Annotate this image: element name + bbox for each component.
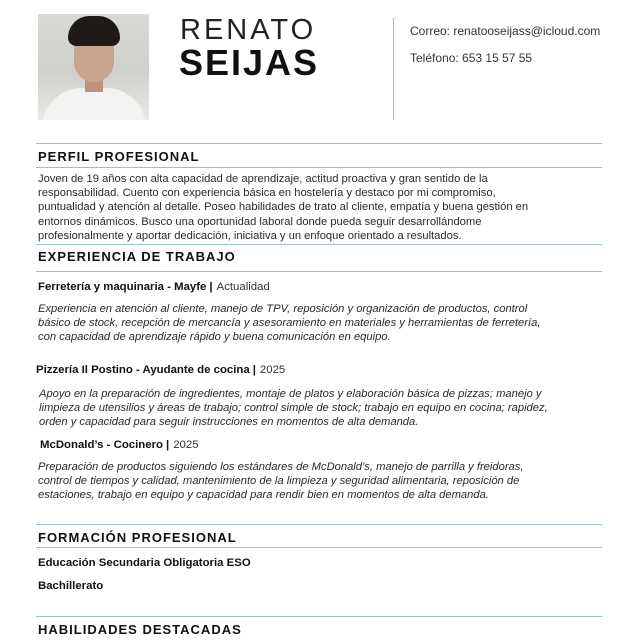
job-heading: Ferretería y maquinaria - Mayfe | Actualidad <box>38 281 270 293</box>
job-description: Experiencia en atención al cliente, manejo de TPV, reposición y organización de productos, control básico de stock, recepción de mercancía y asesoramiento en materiales y herramientas de ferretería, con capacidad de aprendizaje rápido y buena comunicación en equipo. <box>38 303 541 344</box>
section-divider <box>36 167 602 168</box>
first-name: RENATO <box>180 14 317 46</box>
section-divider <box>36 547 602 548</box>
contact-phone: Teléfono: 653 15 57 55 <box>410 51 533 65</box>
section-divider <box>36 271 602 272</box>
section-divider <box>36 244 602 245</box>
job-description: Apoyo en la preparación de ingredientes, montaje de platos y elaboración básica de pizzas; manejo y limpieza de utensilios y áreas de trabajo; control simple de stock; trabajo en equipo en cocina; rapidez, orden y capacidad para seguir instrucciones en momentos de alta demanda. <box>39 388 548 429</box>
section-title-skills: HABILIDADES DESTACADAS <box>38 622 242 637</box>
job-period: Actualidad <box>216 281 270 293</box>
job-role: Ferretería y maquinaria - Mayfe <box>38 281 207 293</box>
header-divider <box>393 18 394 120</box>
section-divider <box>36 616 602 617</box>
contact-email: Correo: renatooseijass@icloud.com <box>410 24 601 38</box>
section-divider <box>36 524 602 525</box>
job-role: Pizzería Il Postino - Ayudante de cocina <box>36 364 250 376</box>
education-item: Educación Secundaria Obligatoria ESO <box>38 557 251 569</box>
profile-photo <box>38 14 149 120</box>
section-title-profile: PERFIL PROFESIONAL <box>38 149 200 164</box>
section-title-experience: EXPERIENCIA DE TRABAJO <box>38 249 236 264</box>
section-divider <box>36 143 602 144</box>
job-description: Preparación de productos siguiendo los estándares de McDonald’s, manejo de parrilla y freidoras, control de tiempos y calidad, mantenimiento de la limpieza y seguridad alimentaria, reposición de estaciones, trabajo en equipo y capacidad para rendir bien en momentos de alta demanda. <box>38 461 524 502</box>
education-item: Bachillerato <box>38 580 104 592</box>
job-role: McDonald’s - Cocinero <box>40 439 163 451</box>
job-heading: Pizzería Il Postino - Ayudante de cocina | 2025 <box>36 364 286 376</box>
last-name: SEIJAS <box>179 42 320 83</box>
job-heading: McDonald’s - Cocinero | 2025 <box>40 439 199 451</box>
job-period: 2025 <box>173 439 199 451</box>
profile-summary: Joven de 19 años con alta capacidad de aprendizaje, actitud proactiva y gran sentido de la responsabilidad. Cuento con experiencia básica en hostelería y destaco por mi compromiso, puntualidad y atención al detalle. Poseo habilidades de trato al cliente, empatía y buena gestión en entornos dinámicos. Busco una oportunidad laboral donde pueda seguir desarrollándome profesionalmente y aportar dedicación, iniciativa y un enfoque orientado a resultados. <box>38 173 529 242</box>
job-period: 2025 <box>259 364 286 376</box>
section-title-education: FORMACIÓN PROFESIONAL <box>38 530 237 545</box>
